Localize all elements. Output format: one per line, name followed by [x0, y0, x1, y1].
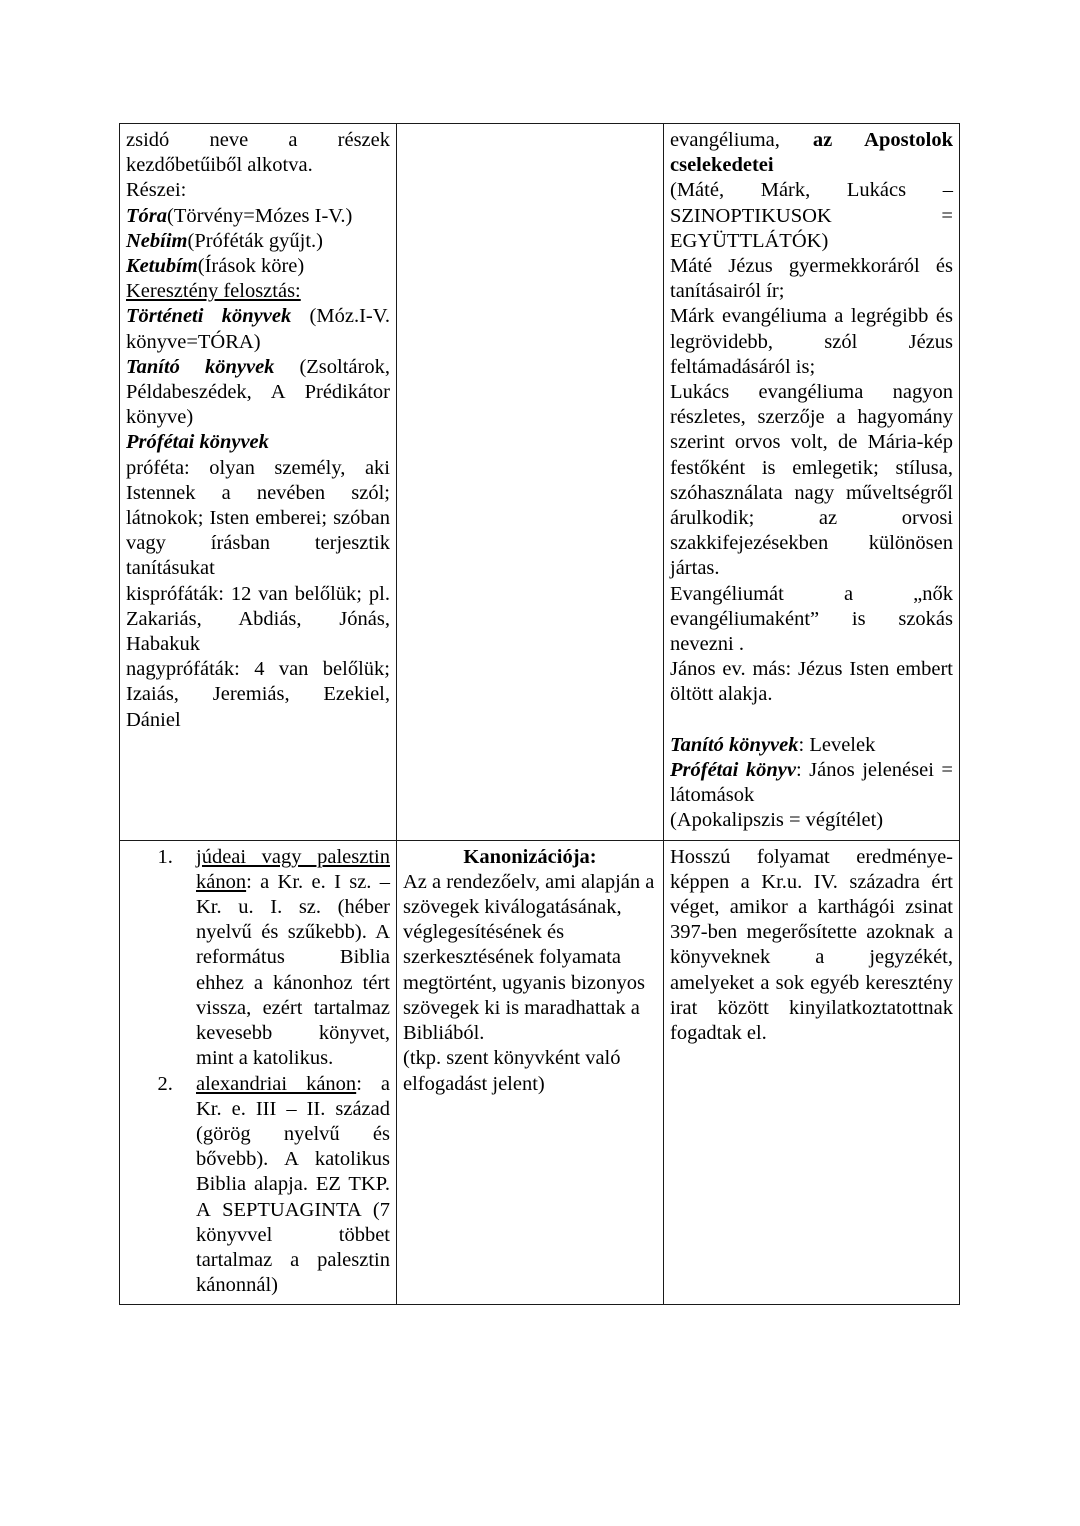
- table-body: [120, 124, 960, 1305]
- text-run: alexandriai kánon: [196, 1072, 357, 1095]
- paragraph: [670, 733, 953, 758]
- paragraph: [670, 254, 953, 304]
- paragraph: [126, 279, 390, 304]
- paragraph: [670, 845, 953, 1047]
- text-run: Tanító könyvek: [126, 355, 275, 378]
- paragraph: [403, 845, 657, 870]
- text-run: Prófétai könyv: [670, 759, 796, 782]
- cell-canon-history: [664, 840, 960, 1305]
- cell-empty-middle: [397, 124, 664, 841]
- text-run: Márk evangéliuma a legrégibb és legrövidebb, szól Jézus feltámadásáról is;: [670, 305, 953, 378]
- list-item: [178, 1072, 390, 1299]
- text-run: (Próféták gyűjt.): [187, 229, 323, 252]
- text-run: (Törvény=Mózes I-V.): [167, 204, 353, 227]
- paragraph: [126, 355, 390, 431]
- text-run: Máté Jézus gyermekkoráról és tanításairól ír;: [670, 255, 953, 303]
- paragraph: [126, 456, 390, 582]
- paragraph: [126, 229, 390, 254]
- text-run: : Levelek: [798, 733, 876, 756]
- text-run: Evangéliumát a „nők evangéliumaként” is szokás nevezni .: [670, 582, 953, 656]
- paragraph: [126, 430, 390, 455]
- text-run: Kanonizációja:: [463, 845, 597, 868]
- text-run: Az a rendezőelv, ami alapján a szövegek kiválogatásának, véglegesítésének és szerkesztésének folyamata megtörtént, ugyanis bizonyos szövegek ki is maradhattak a Bibliából.: [403, 870, 655, 1045]
- cell-hebrew-divisions: [120, 124, 397, 841]
- text-run: (Máté, Márk, Lukács –SZINOPTIKUSOK = EGYÜTTLÁTÓK): [670, 179, 953, 252]
- spacer-line: [670, 708, 953, 733]
- text-run: Keresztény felosztás:: [126, 280, 301, 303]
- paragraph: [670, 128, 953, 178]
- text-run: Lukács evangéliuma nagyon részletes, szerzője a hagyomány szerint orvos volt, de Mária-kép festőként is emlegetik; stílusa, szóhasználata nagy műveltségről árulkodik; az orvosi szakkifejezésekben különösen jártas.: [670, 381, 953, 580]
- paragraph: [670, 304, 953, 380]
- paragraph: [403, 1046, 657, 1096]
- text-run: (Zsoltárok, Példabeszédek, A Prédikátor könyve): [126, 355, 390, 429]
- text-run: Tóra: [126, 204, 167, 227]
- paragraph: [670, 758, 953, 808]
- text-run: Hosszú folyamat eredménye-képpen a Kr.u. IV. századra ért véget, amikor a karthágói zsinat 397-ben megerősítette azoknak a könyveknek a jegyzékét, amelyeket a sok egyéb keresztény irat között kinyilatkoztatottnak fogadtak el.: [670, 845, 953, 1045]
- text-run: nagyprófáták: 4 van belőlük; Izaiás, Jeremiás, Ezekiel, Dániel: [126, 658, 390, 731]
- paragraph: [126, 582, 390, 658]
- table-row: [120, 124, 960, 841]
- text-run: evangéliuma,: [670, 129, 813, 151]
- text-run: az Apostolok cselekedetei: [670, 129, 953, 177]
- text-run: (Írások köre): [197, 255, 305, 278]
- text-run: : a Kr. e. III – II. század (görög nyelvű és bővebb). A katolikus Biblia alapja. EZ TKP. A SEPTUAGINTA (7 könyvvel többet tartalmaz a palesztin kánonnál): [196, 1072, 390, 1297]
- paragraph: [126, 304, 390, 354]
- text-run: Részei:: [126, 179, 187, 202]
- text-run: kisprófáták: 12 van belőlük; pl. Zakariás, Abdiás, Jónás, Habakuk: [126, 582, 390, 656]
- paragraph: [126, 657, 390, 733]
- paragraph: [126, 128, 390, 178]
- cell-gospels: [664, 124, 960, 841]
- table-row: [120, 840, 960, 1305]
- text-run: (tkp. szent könyvként való elfogadást jelent): [403, 1047, 621, 1095]
- cell-canon-list: [120, 840, 397, 1305]
- list-item: [178, 845, 390, 1072]
- text-run: Tanító könyvek: [670, 733, 799, 756]
- paragraph: [126, 178, 390, 203]
- paragraph: [403, 870, 657, 1046]
- text-run: (Móz.I-V. könyve=TÓRA): [126, 305, 391, 353]
- paragraph: [670, 380, 953, 582]
- text-run: János ev. más: Jézus Isten embert öltött alakja.: [670, 658, 953, 706]
- cell-canonization: [397, 840, 664, 1305]
- text-run: Ketubím: [126, 255, 198, 278]
- paragraph: [126, 204, 390, 229]
- canon-list: [126, 845, 390, 1299]
- text-run: zsidó neve a részek kezdőbetűiből alkotva.: [126, 129, 390, 177]
- text-run: Prófétai könyvek: [126, 431, 269, 454]
- text-run: júdeai vagy palesztin kánon: [196, 845, 390, 893]
- text-run: próféta: olyan személy, aki Istennek a nevében szól; látnokok; Isten emberei; szóban vagy írásban terjesztik tanításukat: [126, 456, 390, 580]
- text-run: (Apokalipszis = végítélet): [670, 809, 884, 832]
- notes-table: [119, 123, 960, 1305]
- paragraph: [670, 582, 953, 658]
- paragraph: [126, 254, 390, 279]
- text-run: Történeti könyvek: [126, 305, 292, 328]
- paragraph: [670, 657, 953, 707]
- paragraph: [670, 808, 953, 833]
- paragraph: [670, 178, 953, 254]
- text-run: : János jelenései = látomások: [670, 759, 953, 807]
- text-run: : a Kr. e. I sz. – Kr. u. I. sz. (héber nyelvű és szűkebb). A református Biblia ehhez a kánonhoz tért vissza, ezért tartalmaz kevesebb könyvet, mint a katolikus.: [196, 870, 390, 1070]
- text-run: Nebíim: [126, 229, 188, 252]
